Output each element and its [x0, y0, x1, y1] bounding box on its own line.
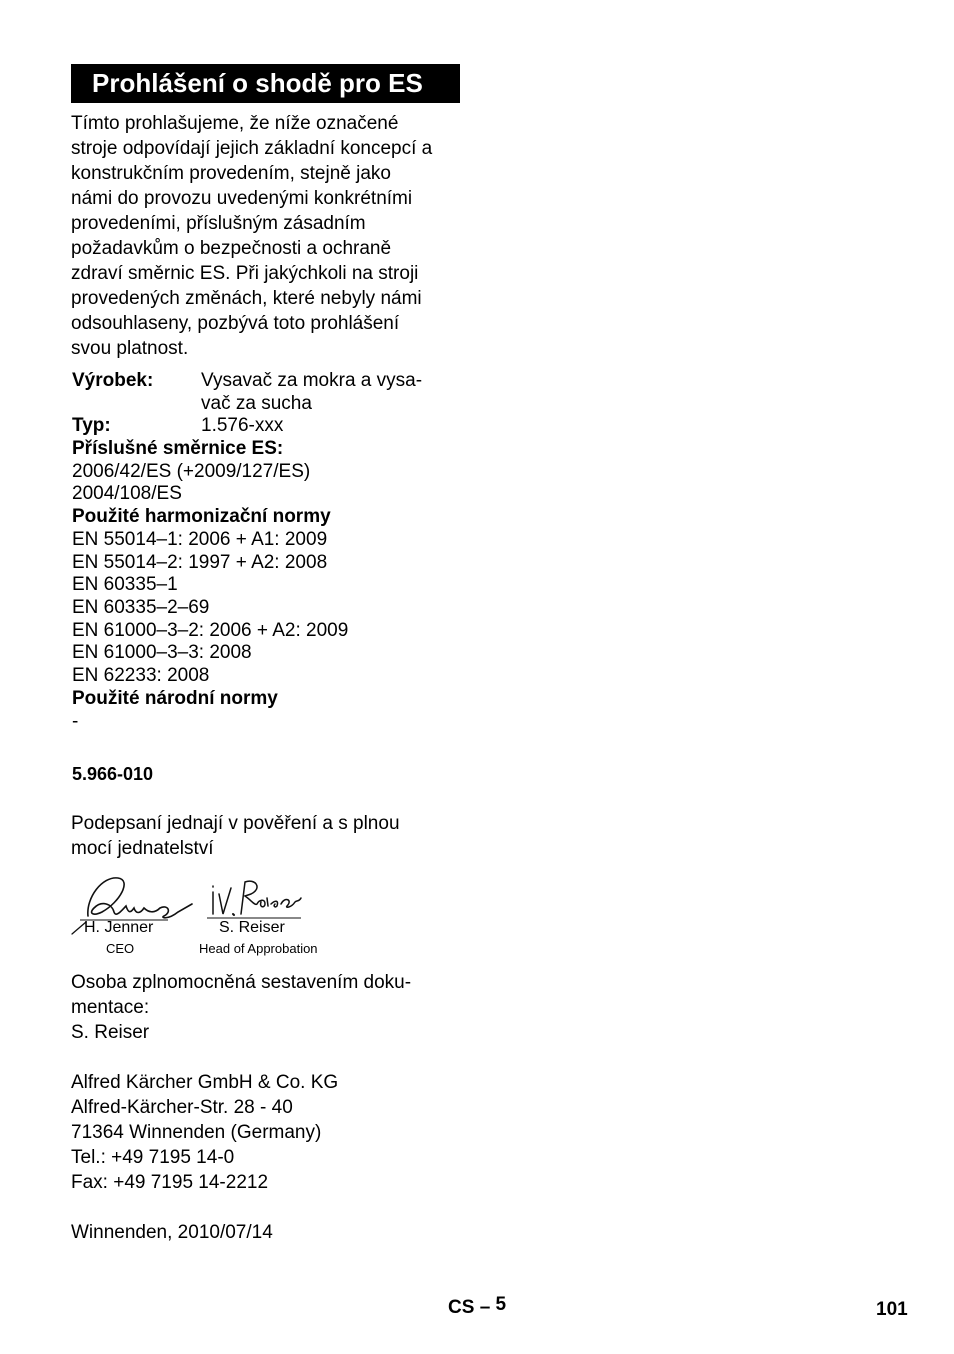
address-line: Alfred Kärcher GmbH & Co. KG [71, 1072, 339, 1093]
type-label: Typ: [72, 415, 111, 437]
signatories-line: mocí jednatelství [71, 838, 214, 859]
place-date: Winnenden, 2010/07/14 [71, 1222, 273, 1243]
product-row [72, 370, 472, 393]
directive-item: 2006/42/ES (+2009/127/ES) [72, 460, 311, 482]
signatories-text [71, 811, 400, 861]
page-title: Prohlášení o shodě pro ES [71, 64, 460, 103]
product-label: Výrobek: [72, 370, 154, 391]
footer-section [448, 1294, 507, 1319]
footer-dash: – [479, 1297, 491, 1318]
address-line: Tel.: +49 7195 14-0 [71, 1147, 235, 1168]
national-heading: Použité národní normy [72, 687, 278, 709]
intro-paragraph [71, 111, 471, 361]
company-address [71, 1070, 338, 1195]
signatory-name-jenner: H. Jenner [84, 919, 154, 936]
harmonized-item: EN 55014–2: 1997 + A2: 2008 [72, 551, 328, 573]
harmonized-item: EN 55014–1: 2006 + A1: 2009 [72, 528, 328, 550]
product-row-cont [72, 393, 472, 416]
harmonized-item: EN 62233: 2008 [72, 665, 210, 687]
intro-line: námi do provozu uvedenými konkrétními [71, 188, 413, 209]
harmonized-item: EN 60335–2–69 [72, 596, 210, 618]
product-value-line2: vač za sucha [201, 392, 312, 414]
type-value: 1.576-xxx [201, 415, 284, 437]
specifications-block [72, 370, 472, 733]
intro-line: provedených změnách, které nebyly námi [71, 288, 422, 309]
documentation-line: mentace: [71, 997, 150, 1018]
intro-line: svou platnost. [71, 338, 189, 359]
documentation-block [71, 970, 411, 1045]
harmonized-heading: Použité harmonizační normy [72, 506, 331, 528]
directives-heading: Příslušné směrnice ES: [72, 438, 284, 460]
documentation-name: S. Reiser [71, 1022, 150, 1043]
page-number: 101 [876, 1299, 908, 1320]
address-line: 71364 Winnenden (Germany) [71, 1122, 322, 1143]
footer-section-page: 5 [495, 1294, 507, 1315]
signatory-role-jenner: CEO [106, 941, 135, 956]
intro-line: konstrukčním provedením, stejně jako [71, 163, 391, 184]
intro-line: požadavkům o bezpečnosti a ochraně [71, 238, 392, 259]
intro-line: odsouhlaseny, pozbývá toto prohlášení [71, 313, 400, 334]
address-line: Alfred-Kärcher-Str. 28 - 40 [71, 1097, 293, 1118]
intro-line: Tímto prohlašujeme, že níže označené [71, 113, 399, 134]
intro-line: provedeními, příslušným zásadním [71, 213, 366, 234]
signature-reiser [205, 874, 305, 924]
documentation-line: Osoba zplnomocněná sestavením doku- [71, 972, 412, 993]
harmonized-item: EN 61000–3–3: 2008 [72, 642, 252, 664]
intro-line: zdraví směrnic ES. Při jakýchkoli na stroji [71, 263, 419, 284]
signatories-line: Podepsaní jednají v pověření a s plnou [71, 813, 400, 834]
document-number: 5.966-010 [72, 764, 154, 784]
harmonized-item: EN 60335–1 [72, 574, 178, 596]
harmonized-item: EN 61000–3–2: 2006 + A2: 2009 [72, 619, 349, 641]
intro-line: stroje odpovídají jejich základní koncepcí a [71, 138, 433, 159]
signatory-role-reiser: Head of Approbation [199, 941, 318, 956]
signatory-name-reiser: S. Reiser [219, 919, 285, 936]
product-value-line1: Vysavač za mokra a vysa- [201, 370, 423, 391]
national-value: - [72, 710, 79, 732]
type-row [72, 415, 472, 438]
address-line: Fax: +49 7195 14-2212 [71, 1172, 269, 1193]
footer-section-label: CS [448, 1297, 475, 1318]
directive-item: 2004/108/ES [72, 483, 182, 505]
